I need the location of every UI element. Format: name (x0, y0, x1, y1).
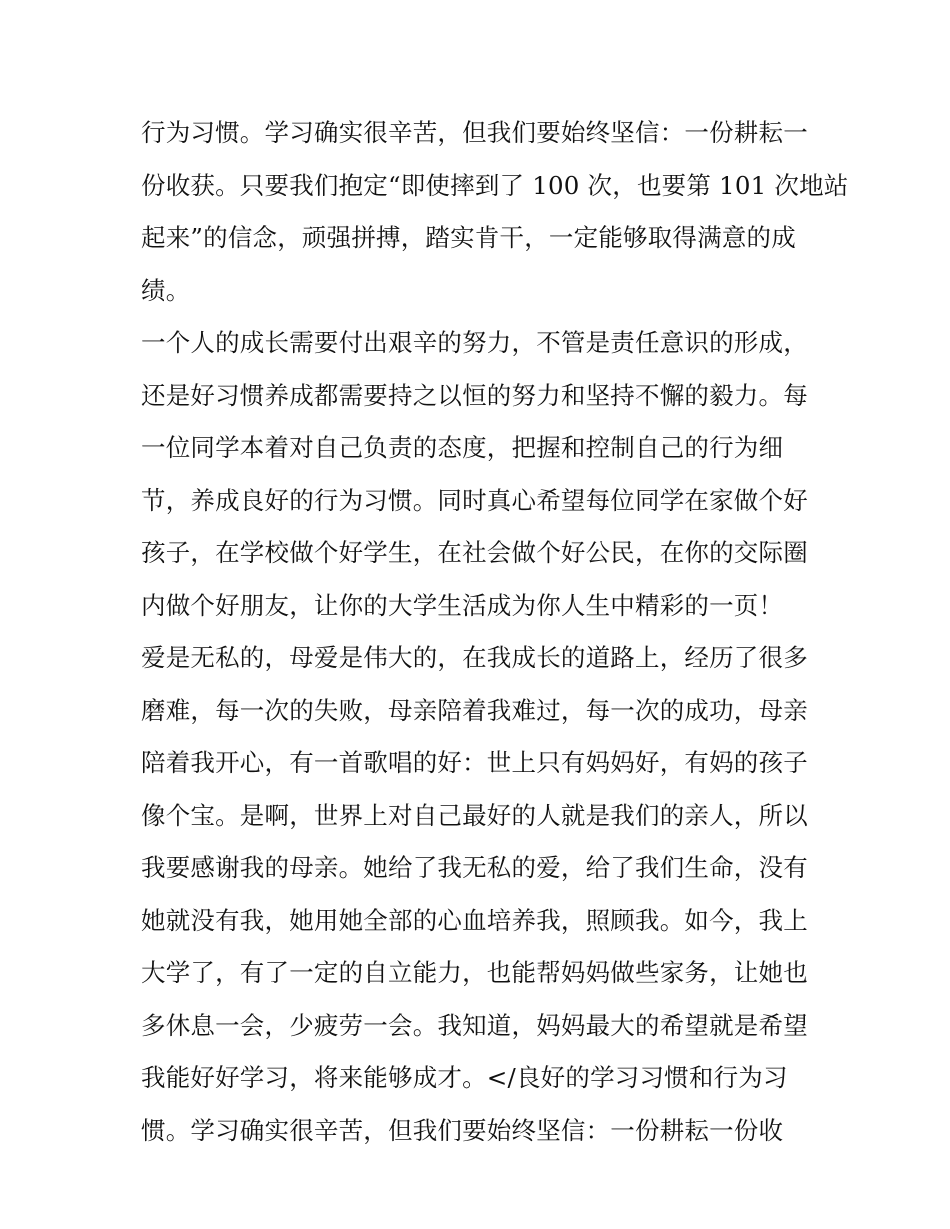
text-line: 大学了，有了一定的自立能力，也能帮妈妈做些家务，让她也 (141, 958, 808, 987)
text-line: 起来”的信念，顽强拼搏，踏实肯干，一定能够取得满意的成 (141, 223, 796, 252)
text-line: 多休息一会，少疲劳一会。我知道，妈妈最大的希望就是希望 (141, 1010, 808, 1040)
text-line: 一个人的成长需要付出艰辛的努力，不管是责任意识的形成， (141, 328, 808, 357)
text-line: 她就没有我，她用她全部的心血培养我，照顾我。如今，我上 (141, 905, 808, 935)
text-line: 绩。 (141, 275, 191, 305)
text-line: 惯。学习确实很辛苦，但我们要始终坚信：一份耕耘一份收 (141, 1115, 784, 1145)
text-line: 行为习惯。学习确实很辛苦，但我们要始终坚信：一份耕耘一 (141, 118, 808, 147)
text-line: 我要感谢我的母亲。她给了我无私的爱，给了我们生命，没有 (141, 853, 808, 882)
text-line: 我能好好学习，将来能够成才。</良好的学习习惯和行为习 (141, 1063, 788, 1092)
text-line: 还是好习惯养成都需要持之以恒的努力和坚持不懈的毅力。每 (141, 380, 808, 410)
text-line: 像个宝。是啊，世界上对自己最好的人就是我们的亲人，所以 (141, 800, 808, 830)
text-line: 一位同学本着对自己负责的态度，把握和控制自己的行为细 (141, 433, 784, 462)
text-line: 爱是无私的，母爱是伟大的，在我成长的道路上，经历了很多 (141, 643, 808, 672)
text-line: 陪着我开心，有一首歌唱的好：世上只有妈妈好，有妈的孩子 (141, 748, 808, 777)
text-line: 磨难，每一次的失败，母亲陪着我难过，每一次的成功，母亲 (141, 695, 808, 725)
text-line: 孩子，在学校做个好学生，在社会做个好公民，在你的交际圈 (141, 538, 808, 567)
text-line: 内做个好朋友，让你的大学生活成为你人生中精彩的一页！ (141, 590, 784, 620)
text-line: 份收获。只要我们抱定“即使摔到了 100 次，也要第 101 次地站 (141, 170, 849, 200)
document-body-text (141, 107, 849, 1157)
text-line: 节，养成良好的行为习惯。同时真心希望每位同学在家做个好 (141, 485, 808, 515)
